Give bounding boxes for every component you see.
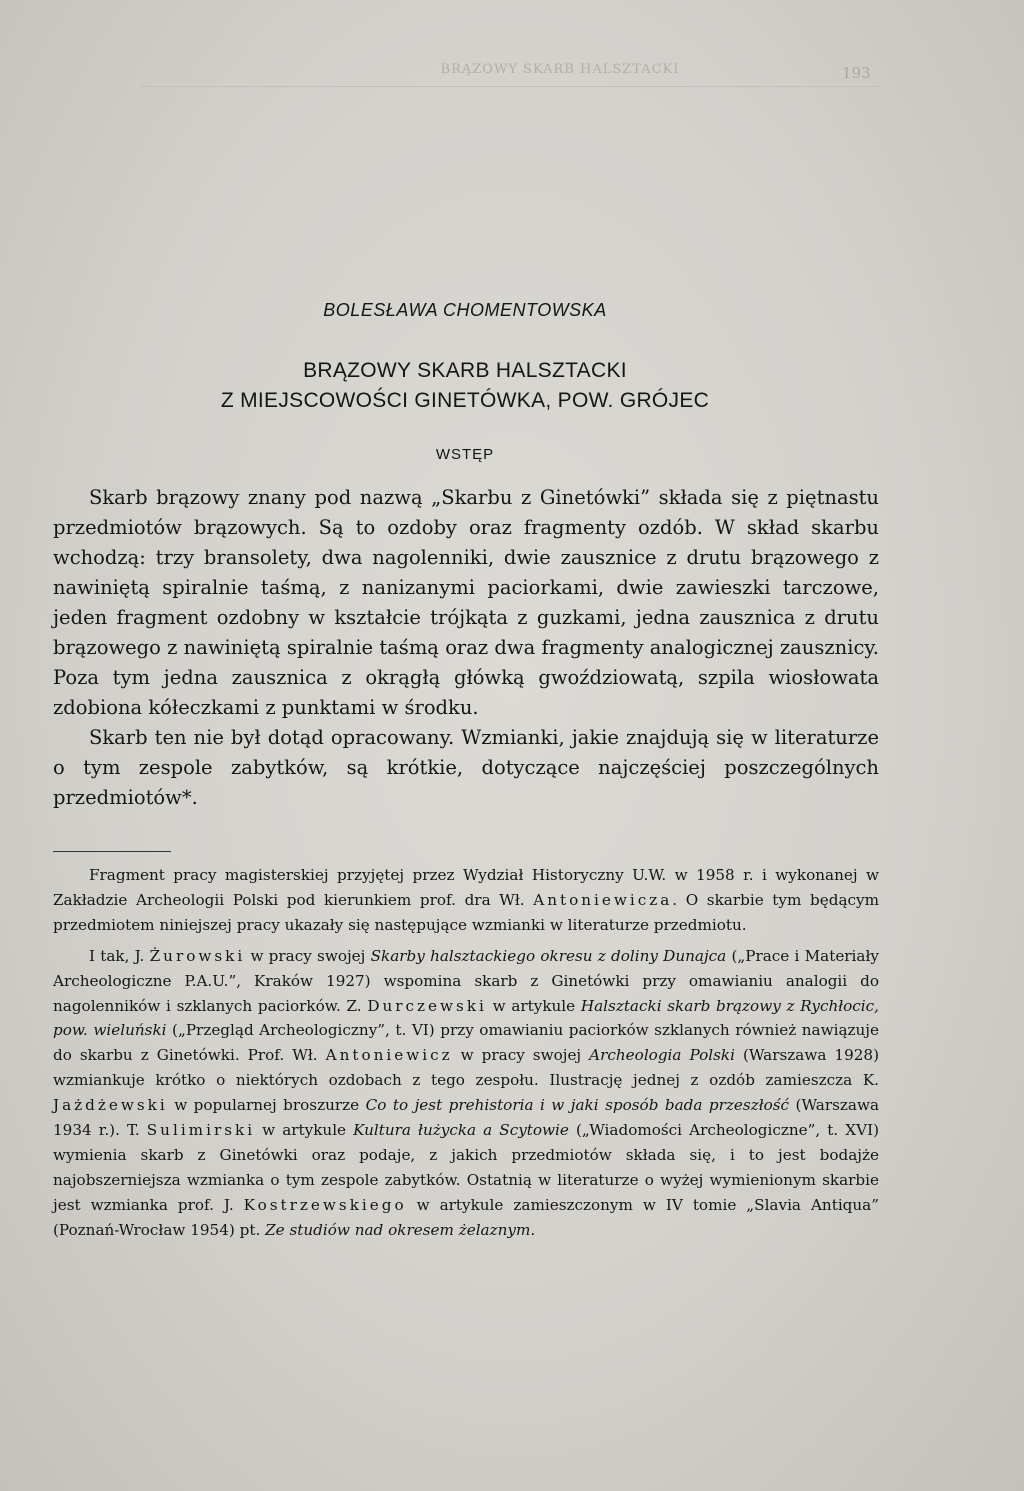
body-text xyxy=(53,483,879,813)
body-paragraph-2: Skarb ten nie był dotąd opracowany. Wzmianki, jakie znajdują się w literaturze o tym zespole zabytków, są krótkie, dotyczące najczęściej poszczególnych przedmiotów*. xyxy=(53,726,879,809)
spaced-author-name: Antoniewicz xyxy=(325,1046,453,1065)
bleed-through-page-number: 193 xyxy=(842,64,871,82)
footnote-separator xyxy=(53,851,171,852)
footnote-paragraph-1: Fragment pracy magisterskiej przyjętej przez Wydział Historyczny U.W. w 1958 r. i wykonanej w Zakładzie Archeologii Polski pod kierunkiem prof. dra Wł. Antoniewicza. O skarbie tym będącym przedmiotem niniejszej pracy ukazały się następujące wzmianki w literaturze przedmiotu. xyxy=(53,866,879,934)
author-name: BOLESŁAWA CHOMENTOWSKA xyxy=(323,300,607,320)
header-rule xyxy=(140,86,880,87)
title-line-1: BRĄZOWY SKARB HALSZTACKI xyxy=(303,359,627,382)
spaced-author-name: Durczewski xyxy=(367,996,487,1015)
spaced-author-name: Antoniewicza xyxy=(533,890,673,909)
work-title: Archeologia Polski xyxy=(589,1046,735,1065)
article-title xyxy=(0,356,930,416)
work-title: Ze studiów nad okresem żelaznym. xyxy=(265,1220,536,1239)
bleed-through-running-header: BRĄZOWY SKARB HALSZTACKI xyxy=(440,62,680,77)
title-line-2: Z MIEJSCOWOŚCI GINETÓWKA, POW. GRÓJEC xyxy=(220,389,710,412)
work-title: Co to jest prehistoria i w jaki sposób bada przeszłość xyxy=(365,1096,790,1115)
work-title: Skarby halsztackiego okresu z doliny Dunajca xyxy=(370,946,727,965)
section-heading: WSTĘP xyxy=(435,446,495,463)
body-paragraph-1: Skarb brązowy znany pod nazwą „Skarbu z Ginetówki” składa się z piętnastu przedmiotów brązowych. Są to ozdoby oraz fragmenty ozdób. W skład skarbu wchodzą: trzy bransolety, dwa nagolenniki, dwie zausznice z drutu brązowego z nawiniętą spiralnie taśmą, z nanizanymi paciorkami, dwie zawieszki tarczowe, jeden fragment ozdobny w kształcie trójkąta z guzkami, jedna zausznica z drutu brązowego z nawiniętą spiralnie taśmą oraz dwa fragmenty analogicznej zausznicy. Poza tym jedna zausznica z okrągłą główką gwoździowatą, szpila wiosłowata zdobiona kółeczkami z punktami w środku. xyxy=(53,486,879,719)
spaced-author-name: Kostrzewskiego xyxy=(243,1195,407,1214)
work-title: Kultura łużycka a Scytowie xyxy=(353,1121,569,1140)
spaced-author-name: Sulimirski xyxy=(146,1121,256,1140)
spaced-author-name: Żurowski xyxy=(149,946,246,965)
footnote-paragraph-2: I tak, J. Żurowski w pracy swojej Skarby halsztackiego okresu z doliny Dunajca („Prace i Materiały Archeologiczne P.A.U.”, Kraków 1927) wspomina skarb z Ginetówki przy omawianiu analogii do nagolenników i szklanych paciorków. Z. Durczewski w artykule Halsztacki skarb brązowy z Rychłocic, pow. wieluński („Przegląd Archeologiczny”, t. VI) przy omawianiu paciorków szklanych również nawiązuje do skarbu z Ginetówki. Prof. Wł. Antoniewicz w pracy swojej Archeologia Polski (Warszawa 1928) wzmiankuje krótko o niektórych ozdobach z tego zespołu. Ilustrację jednej z ozdób zamieszcza K. Jażdżewski w popularnej broszurze Co to jest prehistoria i w jaki sposób bada przeszłość (Warszawa 1934 r.). T. Sulimirski w artykule Kultura łużycka a Scytowie („Wiadomości Archeologiczne”, t. XVI) wymienia skarb z Ginetówki oraz podaje, z jakich przedmiotów składa się, i to jest bodajże najobszerniejsza wzmianka o tym zespole zabytków. Ostatnią w literaturze o wyżej wymienionym skarbie jest wzmianka prof. J. Kostrzewskiego w artykule zamieszczonym w IV tomie „Slavia Antiqua” (Poznań-Wrocław 1954) pt. Ze studiów nad okresem żelaznym. xyxy=(53,946,880,1239)
spaced-author-name: Jażdżewski xyxy=(53,1096,168,1115)
work-title: Halsztacki skarb brązowy z Rychłocic, pow. wieluński xyxy=(53,996,879,1040)
footnotes xyxy=(53,863,879,1249)
